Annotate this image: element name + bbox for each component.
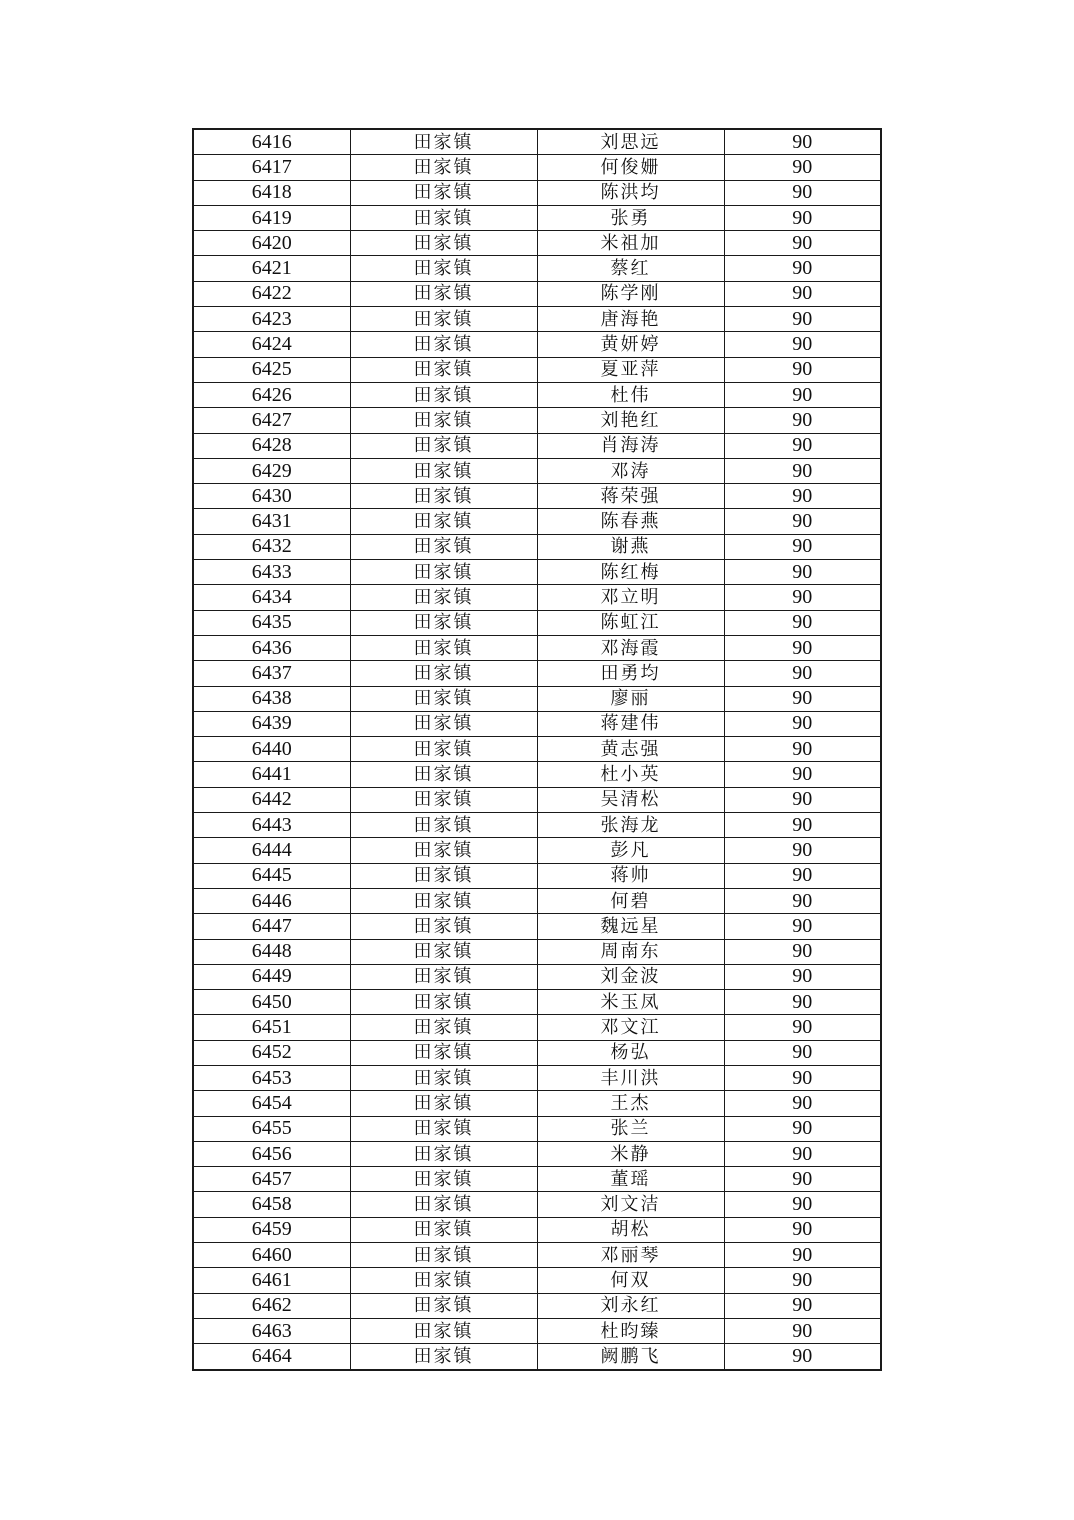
cell-score: 90 bbox=[724, 762, 881, 787]
table-row bbox=[193, 231, 881, 256]
cell-score: 90 bbox=[724, 990, 881, 1015]
cell-name: 邓立明 bbox=[537, 585, 724, 610]
cell-score: 90 bbox=[724, 332, 881, 357]
cell-score: 90 bbox=[724, 307, 881, 332]
table-row bbox=[193, 560, 881, 585]
cell-score: 90 bbox=[724, 1015, 881, 1040]
cell-number: 6427 bbox=[193, 408, 350, 433]
table-row bbox=[193, 357, 881, 382]
cell-name: 杜昀臻 bbox=[537, 1318, 724, 1343]
cell-name: 米祖加 bbox=[537, 231, 724, 256]
table-row bbox=[193, 1015, 881, 1040]
table-row bbox=[193, 382, 881, 407]
cell-town: 田家镇 bbox=[350, 205, 537, 230]
cell-number: 6440 bbox=[193, 737, 350, 762]
table-row bbox=[193, 1268, 881, 1293]
table-row bbox=[193, 686, 881, 711]
cell-number: 6445 bbox=[193, 863, 350, 888]
cell-name: 何双 bbox=[537, 1268, 724, 1293]
cell-score: 90 bbox=[724, 888, 881, 913]
cell-town: 田家镇 bbox=[350, 332, 537, 357]
cell-name: 田勇均 bbox=[537, 661, 724, 686]
cell-score: 90 bbox=[724, 484, 881, 509]
cell-score: 90 bbox=[724, 1091, 881, 1116]
cell-town: 田家镇 bbox=[350, 281, 537, 306]
cell-name: 米玉凤 bbox=[537, 990, 724, 1015]
cell-name: 周南东 bbox=[537, 939, 724, 964]
cell-score: 90 bbox=[724, 610, 881, 635]
cell-town: 田家镇 bbox=[350, 1293, 537, 1318]
cell-name: 肖海涛 bbox=[537, 433, 724, 458]
cell-town: 田家镇 bbox=[350, 813, 537, 838]
cell-number: 6441 bbox=[193, 762, 350, 787]
cell-town: 田家镇 bbox=[350, 990, 537, 1015]
table-row bbox=[193, 1141, 881, 1166]
cell-name: 张海龙 bbox=[537, 813, 724, 838]
table-row bbox=[193, 610, 881, 635]
table-row bbox=[193, 332, 881, 357]
cell-score: 90 bbox=[724, 1065, 881, 1090]
table-row bbox=[193, 1091, 881, 1116]
cell-town: 田家镇 bbox=[350, 737, 537, 762]
cell-town: 田家镇 bbox=[350, 484, 537, 509]
cell-name: 谢燕 bbox=[537, 534, 724, 559]
table-row bbox=[193, 1116, 881, 1141]
table-row bbox=[193, 939, 881, 964]
cell-number: 6459 bbox=[193, 1217, 350, 1242]
table-row bbox=[193, 1293, 881, 1318]
cell-name: 杜小英 bbox=[537, 762, 724, 787]
cell-number: 6464 bbox=[193, 1344, 350, 1370]
table-row bbox=[193, 281, 881, 306]
cell-score: 90 bbox=[724, 180, 881, 205]
cell-number: 6455 bbox=[193, 1116, 350, 1141]
cell-number: 6421 bbox=[193, 256, 350, 281]
cell-town: 田家镇 bbox=[350, 661, 537, 686]
cell-town: 田家镇 bbox=[350, 433, 537, 458]
cell-score: 90 bbox=[724, 509, 881, 534]
cell-name: 杜伟 bbox=[537, 382, 724, 407]
table-row bbox=[193, 1167, 881, 1192]
cell-town: 田家镇 bbox=[350, 762, 537, 787]
table-row bbox=[193, 635, 881, 660]
table-row bbox=[193, 534, 881, 559]
cell-town: 田家镇 bbox=[350, 1116, 537, 1141]
cell-number: 6435 bbox=[193, 610, 350, 635]
cell-number: 6417 bbox=[193, 155, 350, 180]
cell-town: 田家镇 bbox=[350, 686, 537, 711]
cell-number: 6416 bbox=[193, 129, 350, 155]
cell-town: 田家镇 bbox=[350, 382, 537, 407]
cell-score: 90 bbox=[724, 585, 881, 610]
cell-score: 90 bbox=[724, 1040, 881, 1065]
cell-score: 90 bbox=[724, 1217, 881, 1242]
cell-name: 邓丽琴 bbox=[537, 1243, 724, 1268]
cell-number: 6448 bbox=[193, 939, 350, 964]
cell-name: 刘思远 bbox=[537, 129, 724, 155]
table-row bbox=[193, 408, 881, 433]
cell-name: 何碧 bbox=[537, 888, 724, 913]
cell-town: 田家镇 bbox=[350, 1217, 537, 1242]
table-row bbox=[193, 888, 881, 913]
table-row bbox=[193, 205, 881, 230]
cell-number: 6422 bbox=[193, 281, 350, 306]
cell-score: 90 bbox=[724, 458, 881, 483]
cell-number: 6452 bbox=[193, 1040, 350, 1065]
table-row bbox=[193, 711, 881, 736]
cell-number: 6432 bbox=[193, 534, 350, 559]
cell-name: 王杰 bbox=[537, 1091, 724, 1116]
cell-score: 90 bbox=[724, 787, 881, 812]
cell-number: 6447 bbox=[193, 914, 350, 939]
cell-town: 田家镇 bbox=[350, 1141, 537, 1166]
cell-town: 田家镇 bbox=[350, 1015, 537, 1040]
cell-number: 6442 bbox=[193, 787, 350, 812]
cell-number: 6438 bbox=[193, 686, 350, 711]
cell-number: 6457 bbox=[193, 1167, 350, 1192]
cell-score: 90 bbox=[724, 1167, 881, 1192]
cell-name: 胡松 bbox=[537, 1217, 724, 1242]
cell-score: 90 bbox=[724, 1344, 881, 1370]
cell-town: 田家镇 bbox=[350, 1318, 537, 1343]
cell-number: 6461 bbox=[193, 1268, 350, 1293]
table-row bbox=[193, 1243, 881, 1268]
table-row bbox=[193, 307, 881, 332]
cell-name: 邓涛 bbox=[537, 458, 724, 483]
cell-number: 6431 bbox=[193, 509, 350, 534]
table-row bbox=[193, 256, 881, 281]
table-row bbox=[193, 129, 881, 155]
cell-name: 董瑶 bbox=[537, 1167, 724, 1192]
cell-number: 6424 bbox=[193, 332, 350, 357]
cell-number: 6419 bbox=[193, 205, 350, 230]
cell-town: 田家镇 bbox=[350, 129, 537, 155]
cell-number: 6463 bbox=[193, 1318, 350, 1343]
cell-number: 6426 bbox=[193, 382, 350, 407]
cell-town: 田家镇 bbox=[350, 914, 537, 939]
cell-number: 6458 bbox=[193, 1192, 350, 1217]
table-row bbox=[193, 863, 881, 888]
cell-name: 米静 bbox=[537, 1141, 724, 1166]
cell-name: 陈红梅 bbox=[537, 560, 724, 585]
cell-town: 田家镇 bbox=[350, 711, 537, 736]
cell-number: 6444 bbox=[193, 838, 350, 863]
cell-name: 夏亚萍 bbox=[537, 357, 724, 382]
cell-name: 黄妍婷 bbox=[537, 332, 724, 357]
cell-town: 田家镇 bbox=[350, 534, 537, 559]
cell-score: 90 bbox=[724, 1116, 881, 1141]
table-row bbox=[193, 585, 881, 610]
cell-town: 田家镇 bbox=[350, 180, 537, 205]
cell-number: 6454 bbox=[193, 1091, 350, 1116]
cell-town: 田家镇 bbox=[350, 585, 537, 610]
cell-name: 蒋荣强 bbox=[537, 484, 724, 509]
cell-number: 6453 bbox=[193, 1065, 350, 1090]
cell-score: 90 bbox=[724, 534, 881, 559]
cell-score: 90 bbox=[724, 1268, 881, 1293]
cell-town: 田家镇 bbox=[350, 939, 537, 964]
cell-score: 90 bbox=[724, 357, 881, 382]
cell-town: 田家镇 bbox=[350, 1167, 537, 1192]
cell-name: 陈春燕 bbox=[537, 509, 724, 534]
cell-score: 90 bbox=[724, 1141, 881, 1166]
roster-body bbox=[193, 129, 881, 1370]
cell-town: 田家镇 bbox=[350, 1065, 537, 1090]
cell-town: 田家镇 bbox=[350, 408, 537, 433]
table-row bbox=[193, 458, 881, 483]
cell-score: 90 bbox=[724, 914, 881, 939]
table-row bbox=[193, 1065, 881, 1090]
cell-town: 田家镇 bbox=[350, 863, 537, 888]
cell-score: 90 bbox=[724, 813, 881, 838]
cell-score: 90 bbox=[724, 635, 881, 660]
table-row bbox=[193, 1217, 881, 1242]
table-row bbox=[193, 1192, 881, 1217]
table-row bbox=[193, 180, 881, 205]
table-row bbox=[193, 433, 881, 458]
cell-score: 90 bbox=[724, 939, 881, 964]
cell-number: 6429 bbox=[193, 458, 350, 483]
cell-name: 廖丽 bbox=[537, 686, 724, 711]
cell-score: 90 bbox=[724, 1243, 881, 1268]
cell-name: 魏远星 bbox=[537, 914, 724, 939]
cell-name: 刘永红 bbox=[537, 1293, 724, 1318]
cell-name: 丰川洪 bbox=[537, 1065, 724, 1090]
cell-score: 90 bbox=[724, 231, 881, 256]
table-row bbox=[193, 1344, 881, 1370]
cell-number: 6433 bbox=[193, 560, 350, 585]
cell-number: 6460 bbox=[193, 1243, 350, 1268]
cell-town: 田家镇 bbox=[350, 307, 537, 332]
cell-name: 阙鹏飞 bbox=[537, 1344, 724, 1370]
cell-score: 90 bbox=[724, 686, 881, 711]
table-row bbox=[193, 509, 881, 534]
table-row bbox=[193, 964, 881, 989]
cell-name: 何俊姗 bbox=[537, 155, 724, 180]
cell-name: 陈虹江 bbox=[537, 610, 724, 635]
cell-number: 6430 bbox=[193, 484, 350, 509]
cell-score: 90 bbox=[724, 155, 881, 180]
table-row bbox=[193, 155, 881, 180]
cell-town: 田家镇 bbox=[350, 1192, 537, 1217]
cell-score: 90 bbox=[724, 737, 881, 762]
cell-town: 田家镇 bbox=[350, 610, 537, 635]
cell-name: 陈学刚 bbox=[537, 281, 724, 306]
cell-score: 90 bbox=[724, 1293, 881, 1318]
cell-town: 田家镇 bbox=[350, 256, 537, 281]
roster-table bbox=[192, 128, 882, 1371]
cell-town: 田家镇 bbox=[350, 1040, 537, 1065]
cell-score: 90 bbox=[724, 863, 881, 888]
cell-town: 田家镇 bbox=[350, 1243, 537, 1268]
cell-score: 90 bbox=[724, 1192, 881, 1217]
cell-name: 刘文洁 bbox=[537, 1192, 724, 1217]
table-row bbox=[193, 838, 881, 863]
cell-name: 黄志强 bbox=[537, 737, 724, 762]
cell-number: 6418 bbox=[193, 180, 350, 205]
cell-score: 90 bbox=[724, 382, 881, 407]
cell-score: 90 bbox=[724, 964, 881, 989]
cell-town: 田家镇 bbox=[350, 838, 537, 863]
cell-name: 张兰 bbox=[537, 1116, 724, 1141]
cell-score: 90 bbox=[724, 205, 881, 230]
cell-number: 6451 bbox=[193, 1015, 350, 1040]
cell-town: 田家镇 bbox=[350, 509, 537, 534]
table-row bbox=[193, 762, 881, 787]
cell-score: 90 bbox=[724, 129, 881, 155]
cell-name: 蔡红 bbox=[537, 256, 724, 281]
cell-town: 田家镇 bbox=[350, 155, 537, 180]
cell-town: 田家镇 bbox=[350, 458, 537, 483]
cell-number: 6462 bbox=[193, 1293, 350, 1318]
cell-name: 张勇 bbox=[537, 205, 724, 230]
cell-score: 90 bbox=[724, 560, 881, 585]
cell-number: 6439 bbox=[193, 711, 350, 736]
cell-number: 6420 bbox=[193, 231, 350, 256]
cell-score: 90 bbox=[724, 838, 881, 863]
cell-number: 6423 bbox=[193, 307, 350, 332]
cell-name: 邓海霞 bbox=[537, 635, 724, 660]
cell-number: 6434 bbox=[193, 585, 350, 610]
cell-town: 田家镇 bbox=[350, 964, 537, 989]
cell-name: 蒋帅 bbox=[537, 863, 724, 888]
cell-town: 田家镇 bbox=[350, 888, 537, 913]
table-row bbox=[193, 484, 881, 509]
cell-name: 杨弘 bbox=[537, 1040, 724, 1065]
cell-number: 6449 bbox=[193, 964, 350, 989]
cell-score: 90 bbox=[724, 1318, 881, 1343]
cell-score: 90 bbox=[724, 281, 881, 306]
table-row bbox=[193, 1318, 881, 1343]
cell-number: 6450 bbox=[193, 990, 350, 1015]
cell-name: 彭凡 bbox=[537, 838, 724, 863]
cell-name: 蒋建伟 bbox=[537, 711, 724, 736]
cell-score: 90 bbox=[724, 408, 881, 433]
table-row bbox=[193, 813, 881, 838]
cell-town: 田家镇 bbox=[350, 231, 537, 256]
cell-number: 6437 bbox=[193, 661, 350, 686]
cell-number: 6428 bbox=[193, 433, 350, 458]
cell-number: 6436 bbox=[193, 635, 350, 660]
cell-name: 邓文江 bbox=[537, 1015, 724, 1040]
cell-number: 6446 bbox=[193, 888, 350, 913]
cell-town: 田家镇 bbox=[350, 560, 537, 585]
cell-number: 6456 bbox=[193, 1141, 350, 1166]
cell-score: 90 bbox=[724, 433, 881, 458]
table-row bbox=[193, 914, 881, 939]
cell-name: 刘艳红 bbox=[537, 408, 724, 433]
cell-score: 90 bbox=[724, 711, 881, 736]
table-row bbox=[193, 737, 881, 762]
cell-name: 唐海艳 bbox=[537, 307, 724, 332]
cell-town: 田家镇 bbox=[350, 635, 537, 660]
cell-town: 田家镇 bbox=[350, 357, 537, 382]
table-row bbox=[193, 661, 881, 686]
cell-town: 田家镇 bbox=[350, 1344, 537, 1370]
cell-name: 陈洪均 bbox=[537, 180, 724, 205]
cell-name: 吴清松 bbox=[537, 787, 724, 812]
cell-score: 90 bbox=[724, 661, 881, 686]
cell-town: 田家镇 bbox=[350, 1268, 537, 1293]
cell-number: 6443 bbox=[193, 813, 350, 838]
table-row bbox=[193, 990, 881, 1015]
table-row bbox=[193, 1040, 881, 1065]
cell-name: 刘金波 bbox=[537, 964, 724, 989]
cell-town: 田家镇 bbox=[350, 1091, 537, 1116]
cell-town: 田家镇 bbox=[350, 787, 537, 812]
cell-score: 90 bbox=[724, 256, 881, 281]
cell-number: 6425 bbox=[193, 357, 350, 382]
table-row bbox=[193, 787, 881, 812]
